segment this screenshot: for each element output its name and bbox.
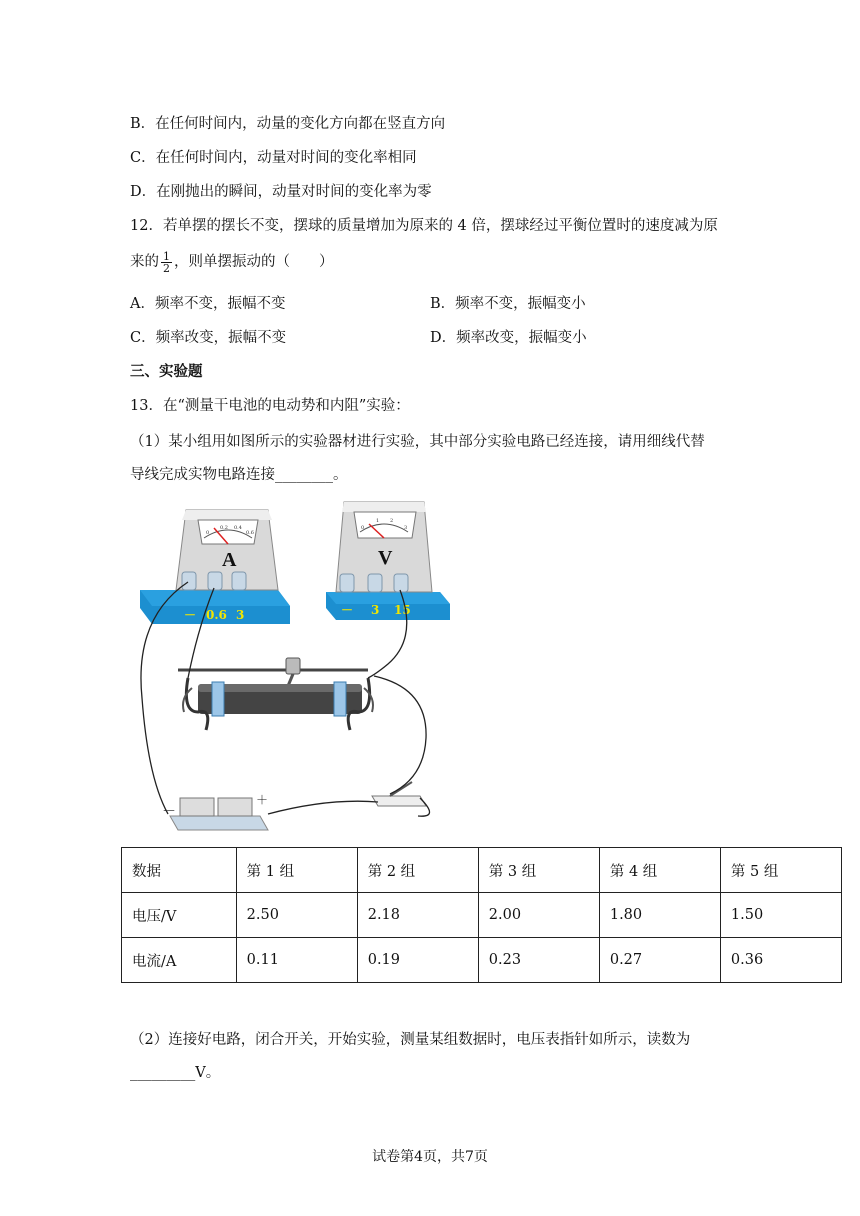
fraction-numerator: 1 (163, 249, 170, 263)
voltmeter-terminal-3: 3 (371, 603, 380, 617)
voltmeter-scale-3: 3 (404, 525, 408, 531)
table-cell: 电压/V (122, 893, 237, 938)
table-cell: 1.50 (720, 893, 841, 938)
section-heading: 三、实验题 (130, 363, 203, 380)
q13-part2-line2: _________V。 (130, 1065, 221, 1081)
fraction-one-half (161, 251, 172, 274)
table-cell: 2.50 (236, 893, 357, 938)
q12-stem-line1: 12．若单摆的摆长不变，摆球的质量增加为原来的 4 倍，摆球经过平衡位置时的速度减为原 (130, 218, 718, 234)
table-cell: 0.11 (236, 938, 357, 983)
battery (162, 793, 268, 830)
ammeter-terminal-minus: － (184, 608, 197, 622)
q13-part1-line1: （1）某小组用如图所示的实验器材进行实验，其中部分实验电路已经连接，请用细线代替 (130, 434, 705, 450)
table-row (122, 893, 842, 938)
voltmeter (326, 502, 450, 620)
circuit-figure (128, 498, 528, 838)
table-cell: 数据 (122, 848, 237, 893)
table-cell: 第 4 组 (599, 848, 720, 893)
table-cell: 电流/A (122, 938, 237, 983)
voltmeter-scale-1: 1 (376, 518, 380, 524)
ammeter-terminal-3: 3 (236, 608, 245, 622)
q13-stem: 13．在“测量干电池的电动势和内阻”实验： (130, 398, 410, 414)
ammeter-terminal-0.6: 0.6 (206, 608, 227, 622)
voltmeter-scale-0: 0 (361, 525, 365, 531)
table-cell: 0.27 (599, 938, 720, 983)
q12-option-c: C．频率改变，振幅不变 (130, 330, 287, 346)
table-row (122, 938, 842, 983)
ammeter-letter: A (222, 549, 237, 571)
table-row (122, 848, 842, 893)
table-cell: 第 3 组 (478, 848, 599, 893)
q11-option-d: D．在刚抛出的瞬间，动量对时间的变化率为零 (130, 184, 432, 200)
q12-stem-post: ，则单摆振动的（ ） (174, 254, 334, 270)
q12-option-a: A．频率不变，振幅不变 (130, 296, 286, 312)
table-cell: 第 5 组 (720, 848, 841, 893)
table-cell: 0.23 (478, 938, 599, 983)
q12-option-d: D．频率改变，振幅变小 (430, 330, 587, 346)
voltmeter-terminal-15: 15 (394, 603, 411, 617)
q13-part1-line2: 导线完成实物电路连接________。 (130, 467, 348, 483)
voltmeter-scale-2: 2 (390, 518, 394, 524)
table-cell: 0.36 (720, 938, 841, 983)
rheostat (178, 658, 373, 730)
ammeter-scale-2: 0.4 (234, 525, 242, 531)
voltmeter-letter: V (378, 547, 393, 569)
page-footer: 试卷第4页，共7页 (372, 1149, 488, 1165)
table-cell: 2.00 (478, 893, 599, 938)
table-cell: 2.18 (357, 893, 478, 938)
table-cell: 1.80 (599, 893, 720, 938)
ammeter-scale-0: 0 (206, 530, 210, 536)
q11-option-b: B．在任何时间内，动量的变化方向都在竖直方向 (130, 116, 446, 132)
q12-stem-line2 (130, 250, 334, 274)
q13-part2-line1: （2）连接好电路，闭合开关，开始实验，测量某组数据时，电压表指针如所示，读数为 (130, 1032, 691, 1048)
ammeter-scale-3: 0.6 (246, 530, 254, 536)
data-table (121, 847, 842, 983)
table-cell: 0.19 (357, 938, 478, 983)
ammeter (140, 510, 290, 624)
fraction-denominator: 2 (163, 261, 170, 275)
battery-plus-label: ＋ (256, 793, 269, 807)
switch (372, 782, 426, 806)
ammeter-scale-1: 0.2 (220, 525, 228, 531)
q12-stem-pre: 来的 (130, 254, 159, 270)
table-cell: 第 2 组 (357, 848, 478, 893)
table-cell: 第 1 组 (236, 848, 357, 893)
q11-option-c: C．在任何时间内，动量对时间的变化率相同 (130, 150, 417, 166)
battery-minus-label: － (162, 804, 176, 820)
voltmeter-terminal-minus: － (341, 603, 354, 617)
q12-option-b: B．频率不变，振幅变小 (430, 296, 586, 312)
